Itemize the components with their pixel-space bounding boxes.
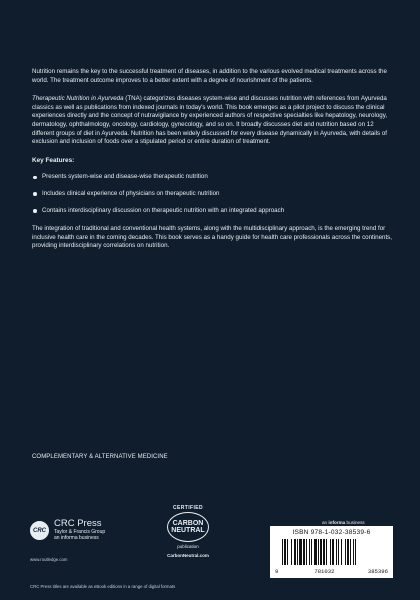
intro-paragraph: Nutrition remains the key to the successful treatment of diseases, in addition to the various evolved medical treatments across the world. The treatment outcome improves to a better extent with a degree of nourishment of the patients. xyxy=(32,68,387,84)
closing-paragraph: The integration of traditional and conventional health systems, along with the multidisciplinary approach, is the emerging trend for inclusive health care in the coming decades. This book serves as a handy guide for health care professionals across the continents, providing interdisciplinary correlations on nutrition. xyxy=(32,225,392,250)
barcode-group-1: 781032 xyxy=(314,568,335,575)
carbon-neutral-icon xyxy=(167,512,209,542)
feature-item: Presents system-wise and disease-wise therapeutic nutrition xyxy=(32,173,392,182)
informa-word: informa xyxy=(328,520,346,525)
barcode-box xyxy=(270,526,393,578)
neutral-word: NEUTRAL xyxy=(171,527,205,534)
back-cover-text xyxy=(32,68,392,261)
key-features-heading: Key Features: xyxy=(32,156,75,164)
publisher-website: www.routledge.com xyxy=(30,557,68,562)
barcode-digits xyxy=(275,568,388,575)
description-paragraph xyxy=(32,95,392,147)
carbon-url: CarbonNeutral.com xyxy=(167,553,209,558)
publication-label: publication xyxy=(177,544,199,549)
barcode-group-2: 385396 xyxy=(367,568,388,575)
subject-category: COMPLEMENTARY & ALTERNATIVE MEDICINE xyxy=(32,454,168,460)
book-title-italic: Therapeutic Nutrition in Ayurveda xyxy=(32,95,124,103)
feature-item: Contains interdisciplinary discussion on therapeutic nutrition with an integrated approach xyxy=(32,207,392,216)
barcode-first-digit: 9 xyxy=(275,568,279,575)
carbon-neutral-badge xyxy=(158,505,218,571)
key-features-list xyxy=(32,173,392,215)
carbon-word: CARBON xyxy=(172,520,204,527)
informa-business-label: an informa business xyxy=(322,520,365,525)
publisher-group: Taylor & Francis Group xyxy=(54,529,106,535)
feature-item: Includes clinical experience of physicians on therapeutic nutrition xyxy=(32,190,392,199)
isbn-text: ISBN 978-1-032-38539-6 xyxy=(292,529,371,536)
barcode-icon xyxy=(281,539,385,566)
publisher-name: CRC Press xyxy=(54,518,102,529)
crc-press-logo xyxy=(30,519,105,542)
description-text: (TNA) categorizes diseases system-wise and discusses nutrition with references from Ayurveda classics as well as publications from indexed journals in today's world. This book emerges as a pilot project to discuss the clinical experiences directly and the concept of nutravigilance by experienced authors of respective specialties like hepatology, neurology, dermatology, ophthalmology, oncology, cardiology, gynecology, and so on. It broadly discusses diet and nutrition based on 12 different groups of diet in Ayurveda. Nutrition has been widely discussed for every disease dynamically in Ayurveda, with details of exclusion and inclusion of foods over a stipulated period or entire duration of treatment. xyxy=(32,95,388,146)
ebook-note: CRC Press titles are available as eBook editions in a range of digital formats xyxy=(30,584,176,589)
crc-logo-icon: CRC xyxy=(30,521,49,540)
certified-label: CERTIFIED xyxy=(173,505,203,511)
publisher-informa: an informa business xyxy=(54,535,99,542)
